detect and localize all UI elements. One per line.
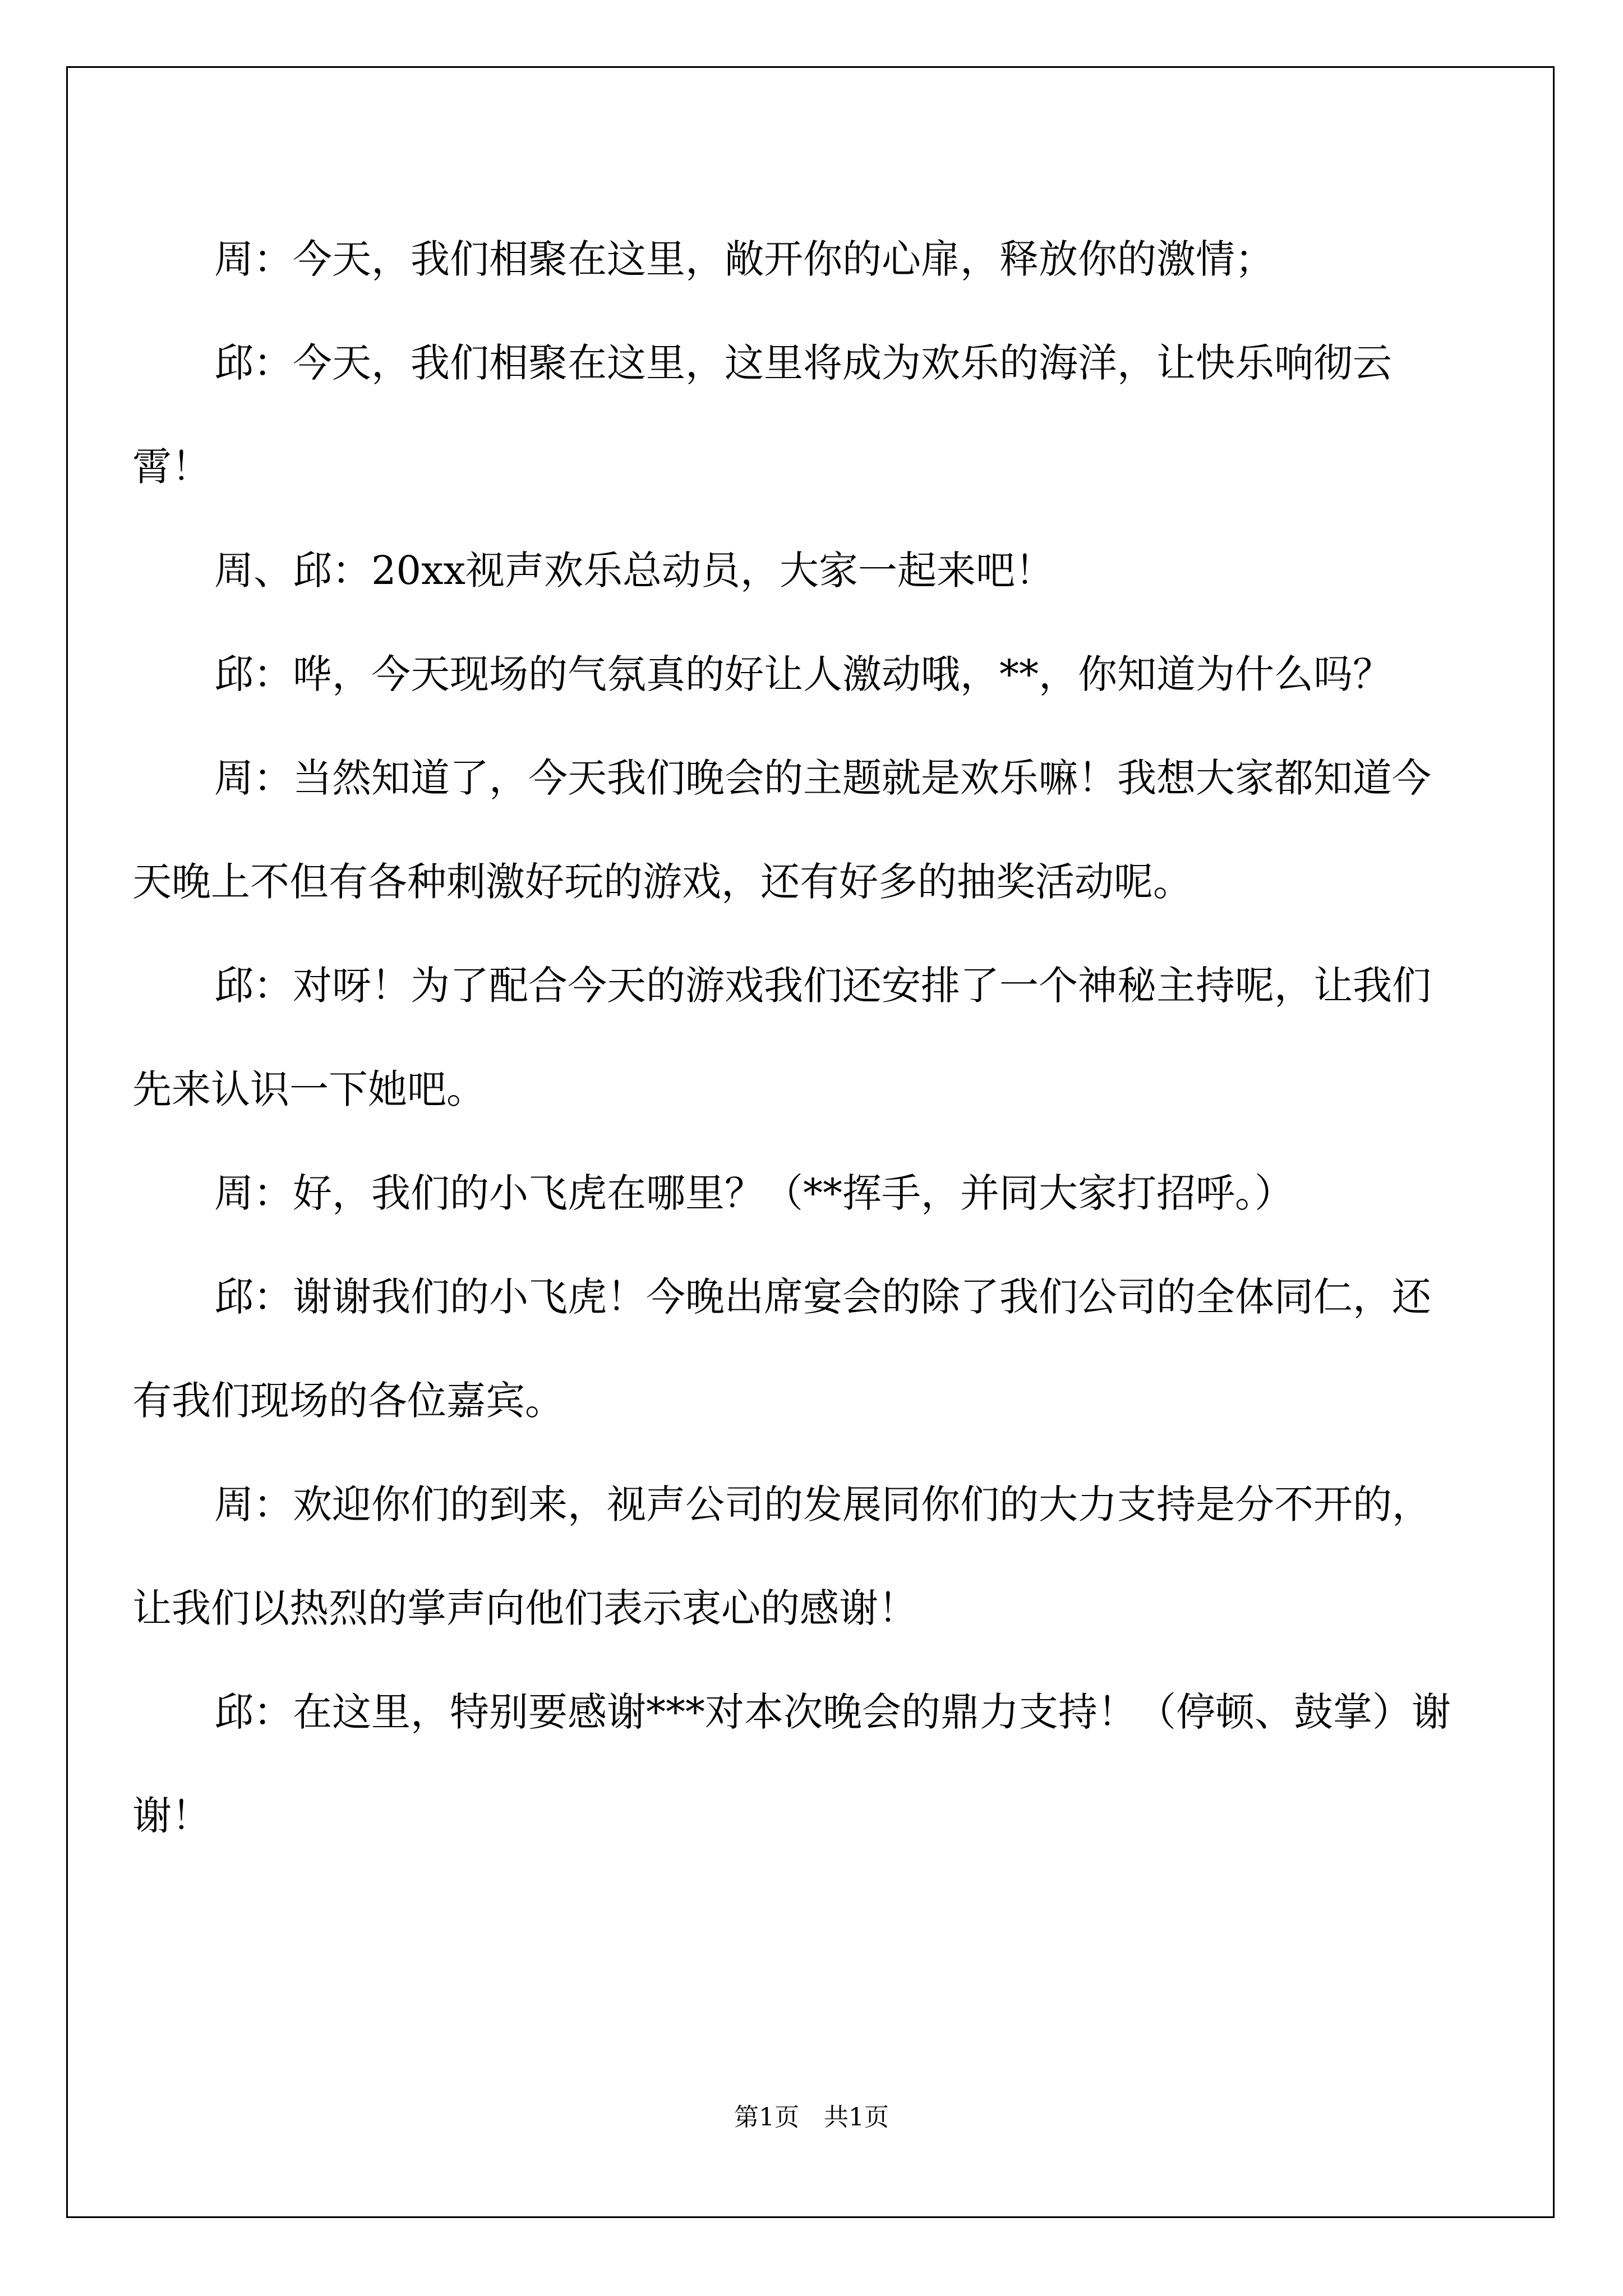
paragraph: 邱：谢谢我们的小飞虎！今晚出席宴会的除了我们公司的全体同仁，还有我们现场的各位嘉宾。	[132, 1274, 1431, 1424]
paragraph: 周：当然知道了，今天我们晚会的主题就是欢乐嘛！我想大家都知道今天晚上不但有各种刺激好玩的游戏，还有好多的抽奖活动呢。	[132, 755, 1431, 905]
paragraph: 周：好，我们的小飞虎在哪里？（**挥手，并同大家打招呼。）	[214, 1170, 1294, 1216]
document-body	[132, 208, 1458, 1868]
page-footer: 第1页 共1页	[734, 2103, 889, 2132]
paragraph: 邱：今天，我们相聚在这里，这里将成为欢乐的海洋，让快乐响彻云霄！	[132, 340, 1392, 490]
paragraph: 周、邱：20xx视声欢乐总动员，大家一起来吧！	[214, 547, 1055, 593]
paragraph: 邱：在这里，特别要感谢***对本次晚会的鼎力支持！（停顿、鼓掌）谢谢！	[132, 1689, 1451, 1839]
paragraph: 邱：对呀！为了配合今天的游戏我们还安排了一个神秘主持呢，让我们先来认识一下她吧。	[132, 963, 1431, 1112]
paragraph: 周：今天，我们相聚在这里，敞开你的心扉，释放你的激情；	[214, 236, 1274, 282]
paragraph: 邱：哗，今天现场的气氛真的好让人激动哦，**，你知道为什么吗？	[214, 651, 1392, 697]
paragraph: 周：欢迎你们的到来，视声公司的发展同你们的大力支持是分不开的，让我们以热烈的掌声向他们表示衷心的感谢！	[132, 1481, 1431, 1631]
